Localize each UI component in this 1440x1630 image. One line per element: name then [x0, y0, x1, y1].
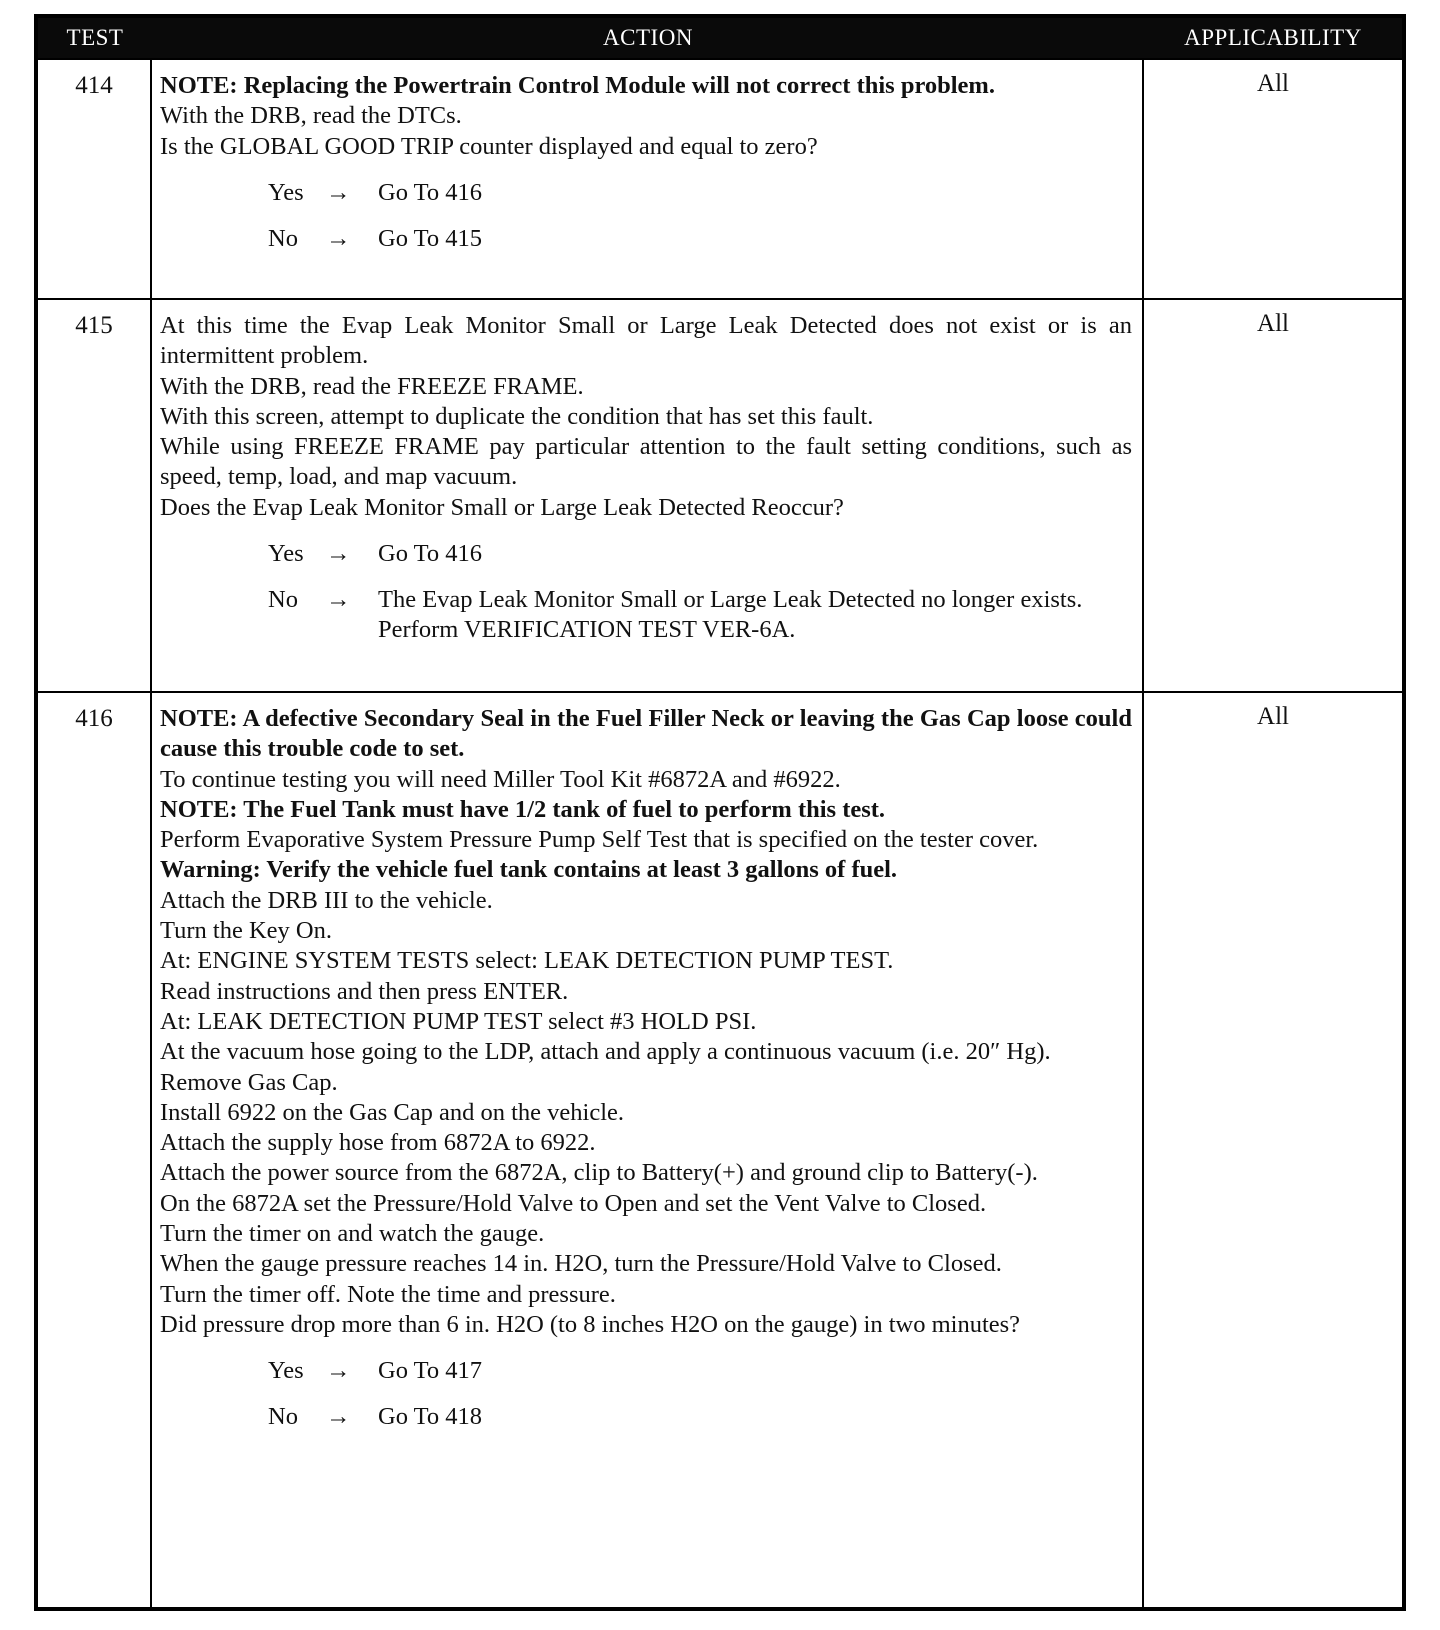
- instruction-text: Install 6922 on the Gas Cap and on the vehicle.: [160, 1098, 625, 1126]
- instruction-text: Attach the power source from the 6872A, clip to Battery(+) and ground clip to Battery(-).: [160, 1159, 1038, 1187]
- result-text: Go To 418: [378, 1403, 483, 1431]
- instruction-text: With this screen, attempt to duplicate the condition that has set this fault.: [160, 402, 874, 430]
- arrow-right-icon: →: [326, 586, 351, 614]
- instruction-text: At the vacuum hose going to the LDP, attach and apply a continuous vacuum (i.e. 20″ Hg).: [160, 1038, 1051, 1066]
- branch-result: [378, 539, 1132, 569]
- branch-result: [378, 224, 1132, 254]
- arrow-right-icon: →: [326, 1357, 351, 1385]
- applicability-value: All: [1257, 703, 1289, 730]
- test-number: 416: [38, 693, 152, 1611]
- branch-label: Yes: [268, 1357, 304, 1385]
- instruction-text: Attach the supply hose from 6872A to 6922.: [160, 1129, 596, 1157]
- branch-label: Yes: [268, 540, 304, 568]
- instruction-text: Is the GLOBAL GOOD TRIP counter displayed and equal to zero?: [160, 132, 818, 160]
- instruction-text: With the DRB, read the FREEZE FRAME.: [160, 372, 584, 400]
- result-text: The Evap Leak Monitor Small or Large Leak Detected no longer exists.: [378, 586, 1083, 614]
- note-text: Warning: Verify the vehicle fuel tank contains at least 3 gallons of fuel.: [160, 856, 898, 884]
- instruction-text: On the 6872A set the Pressure/Hold Valve to Open and set the Vent Valve to Closed.: [160, 1189, 987, 1217]
- result-text: Go To 415: [378, 224, 483, 252]
- arrow-right-icon: →: [326, 1403, 351, 1431]
- branch-yes: [268, 539, 1132, 569]
- note-text: NOTE: A defective Secondary Seal in the Fuel Filler Neck or leaving the Gas Cap loose could cause this trouble code to set.: [160, 705, 1132, 763]
- table-header: [38, 18, 1402, 58]
- branch-no: [268, 585, 1132, 645]
- arrow-right-icon: →: [326, 178, 351, 206]
- table-row: [38, 58, 1402, 298]
- result-text: Perform VERIFICATION TEST VER-6A.: [378, 616, 796, 644]
- branch-label: No: [268, 1403, 298, 1431]
- branch-yes: [268, 1356, 1132, 1386]
- note-text: NOTE: The Fuel Tank must have 1/2 tank of fuel to perform this test.: [160, 795, 886, 823]
- instruction-text: When the gauge pressure reaches 14 in. H2O, turn the Pressure/Hold Valve to Closed.: [160, 1250, 1002, 1278]
- instruction-text: Turn the Key On.: [160, 917, 332, 945]
- result-text: Go To 417: [378, 1357, 483, 1385]
- instruction-text: At: LEAK DETECTION PUMP TEST select #3 HOLD PSI.: [160, 1007, 757, 1035]
- instruction-text: At this time the Evap Leak Monitor Small or Large Leak Detected does not exist or is an intermittent problem.: [160, 312, 1132, 370]
- result-text: Go To 416: [378, 178, 483, 206]
- header-test: TEST: [66, 25, 124, 50]
- action-cell: [152, 693, 1144, 1611]
- action-cell: [152, 300, 1144, 691]
- instruction-text: Does the Evap Leak Monitor Small or Large Leak Detected Reoccur?: [160, 493, 844, 521]
- instruction-text: Turn the timer off. Note the time and pressure.: [160, 1280, 616, 1308]
- branch-yes: [268, 178, 1132, 208]
- branch-result: [378, 585, 1132, 645]
- branch-result: [378, 1402, 1132, 1432]
- instruction-text: Did pressure drop more than 6 in. H2O (to 8 inches H2O on the gauge) in two minutes?: [160, 1310, 1021, 1338]
- instruction-text: With the DRB, read the DTCs.: [160, 102, 462, 130]
- branch-label: Yes: [268, 178, 304, 206]
- arrow-right-icon: →: [326, 224, 351, 252]
- note-text: NOTE: Replacing the Powertrain Control Module will not correct this problem.: [160, 72, 995, 99]
- instruction-text: Read instructions and then press ENTER.: [160, 977, 569, 1005]
- result-text: Go To 416: [378, 540, 483, 568]
- branch-result: [378, 1356, 1132, 1386]
- branch-label: No: [268, 224, 298, 252]
- instruction-text: Perform Evaporative System Pressure Pump Self Test that is specified on the tester cover.: [160, 826, 1039, 854]
- header-applicability: APPLICABILITY: [1184, 25, 1362, 50]
- instruction-text: While using FREEZE FRAME pay particular attention to the fault setting conditions, such as speed, temp, load, and map vacuum.: [160, 433, 1132, 491]
- test-number: 414: [38, 60, 152, 298]
- instruction-text: Attach the DRB III to the vehicle.: [160, 886, 493, 914]
- applicability-value: All: [1257, 310, 1289, 337]
- instruction-text: At: ENGINE SYSTEM TESTS select: LEAK DETECTION PUMP TEST.: [160, 947, 894, 975]
- table-row: [38, 691, 1402, 1611]
- action-cell: [152, 60, 1144, 298]
- instruction-text: To continue testing you will need Miller Tool Kit #6872A and #6922.: [160, 765, 841, 793]
- table-row: [38, 298, 1402, 691]
- test-number: 415: [38, 300, 152, 691]
- branch-result: [378, 178, 1132, 208]
- diagnostic-test-table: [34, 14, 1406, 1611]
- instruction-text: Remove Gas Cap.: [160, 1068, 338, 1096]
- instruction-text: Turn the timer on and watch the gauge.: [160, 1220, 545, 1248]
- table-body: [38, 58, 1402, 1611]
- branch-no: [268, 1402, 1132, 1432]
- header-action: ACTION: [603, 25, 693, 50]
- branch-label: No: [268, 586, 298, 614]
- applicability-value: All: [1257, 70, 1289, 97]
- arrow-right-icon: →: [326, 540, 351, 568]
- branch-no: [268, 224, 1132, 254]
